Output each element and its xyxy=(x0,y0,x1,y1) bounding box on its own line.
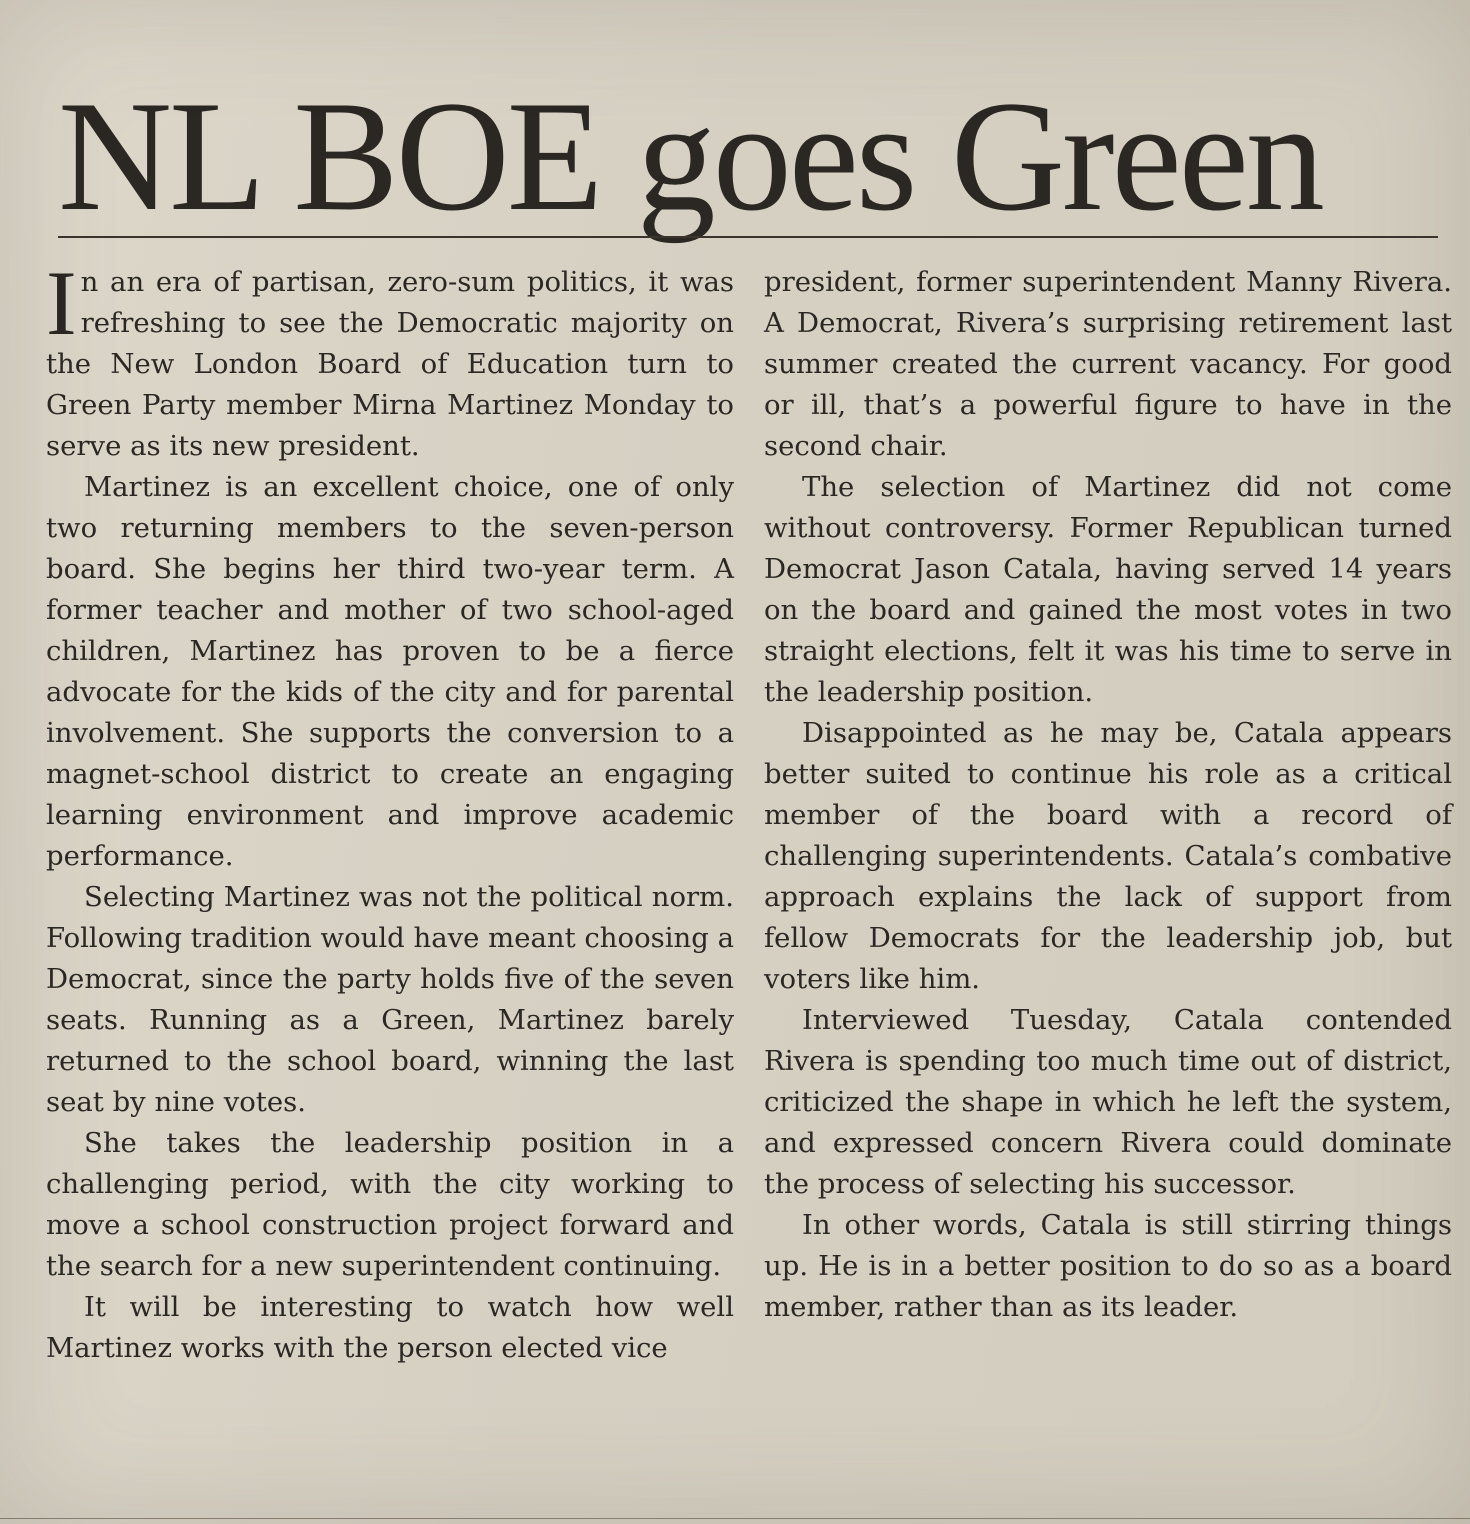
drop-cap: I xyxy=(46,252,77,354)
paragraph-9: In other words, Catala is still stirring things up. He is in a better position to do so as a board member, rather than as its leader. xyxy=(764,1209,1452,1323)
right-column xyxy=(764,262,1452,1328)
paragraph-1-text: n an era of partisan, zero-sum politics, it was refreshing to see the Democratic majority on the New London Board of Education turn to Green Party member Mirna Martinez Monday to serve as its new president. xyxy=(46,266,734,462)
paragraph-1 xyxy=(46,252,734,467)
paragraph-7: Disappointed as he may be, Catala appears better suited to continue his role as a critical member of the board with a record of challenging superintendents. Catala’s combative approach explains the lack of support from fellow Democrats for the leadership job, but voters like him. xyxy=(764,717,1452,995)
paragraph-2: Martinez is an excellent choice, one of only two returning members to the seven-person board. She begins her third two-year term. A former teacher and mother of two school-aged children, Martinez has proven to be a fierce advocate for the kids of the city and for parental involvement. She supports the conversion to a magnet-school district to create an engaging learning environment and improve academic performance. xyxy=(46,471,734,872)
headline-rule xyxy=(58,236,1438,238)
bottom-rule xyxy=(0,1518,1470,1519)
paragraph-6: The selection of Martinez did not come without controversy. Former Republican turned Democrat Jason Catala, having served 14 years on the board and gained the most votes in two straight elections, felt it was his time to serve in the leadership position. xyxy=(764,471,1452,708)
paragraph-3: Selecting Martinez was not the political norm. Following tradition would have meant choosing a Democrat, since the party holds five of the seven seats. Running as a Green, Martinez barely returned to the school board, winning the last seat by nine votes. xyxy=(46,881,734,1118)
left-column xyxy=(46,252,734,1369)
paragraph-8: Interviewed Tuesday, Catala contended Rivera is spending too much time out of district, criticized the shape in which he left the system, and expressed concern Rivera could dominate the process of selecting his successor. xyxy=(764,1004,1452,1200)
paragraph-5: It will be interesting to watch how well Martinez works with the person elected vice xyxy=(46,1291,734,1364)
headline: NL BOE goes Green xyxy=(58,69,1322,244)
paragraph-5-continued: president, former superintendent Manny Rivera. A Democrat, Rivera’s surprising retirement last summer created the current vacancy. For good or ill, that’s a powerful figure to have in the second chair. xyxy=(764,266,1452,462)
paragraph-4: She takes the leadership position in a challenging period, with the city working to move a school construction project forward and the search for a new superintendent continuing. xyxy=(46,1127,734,1282)
